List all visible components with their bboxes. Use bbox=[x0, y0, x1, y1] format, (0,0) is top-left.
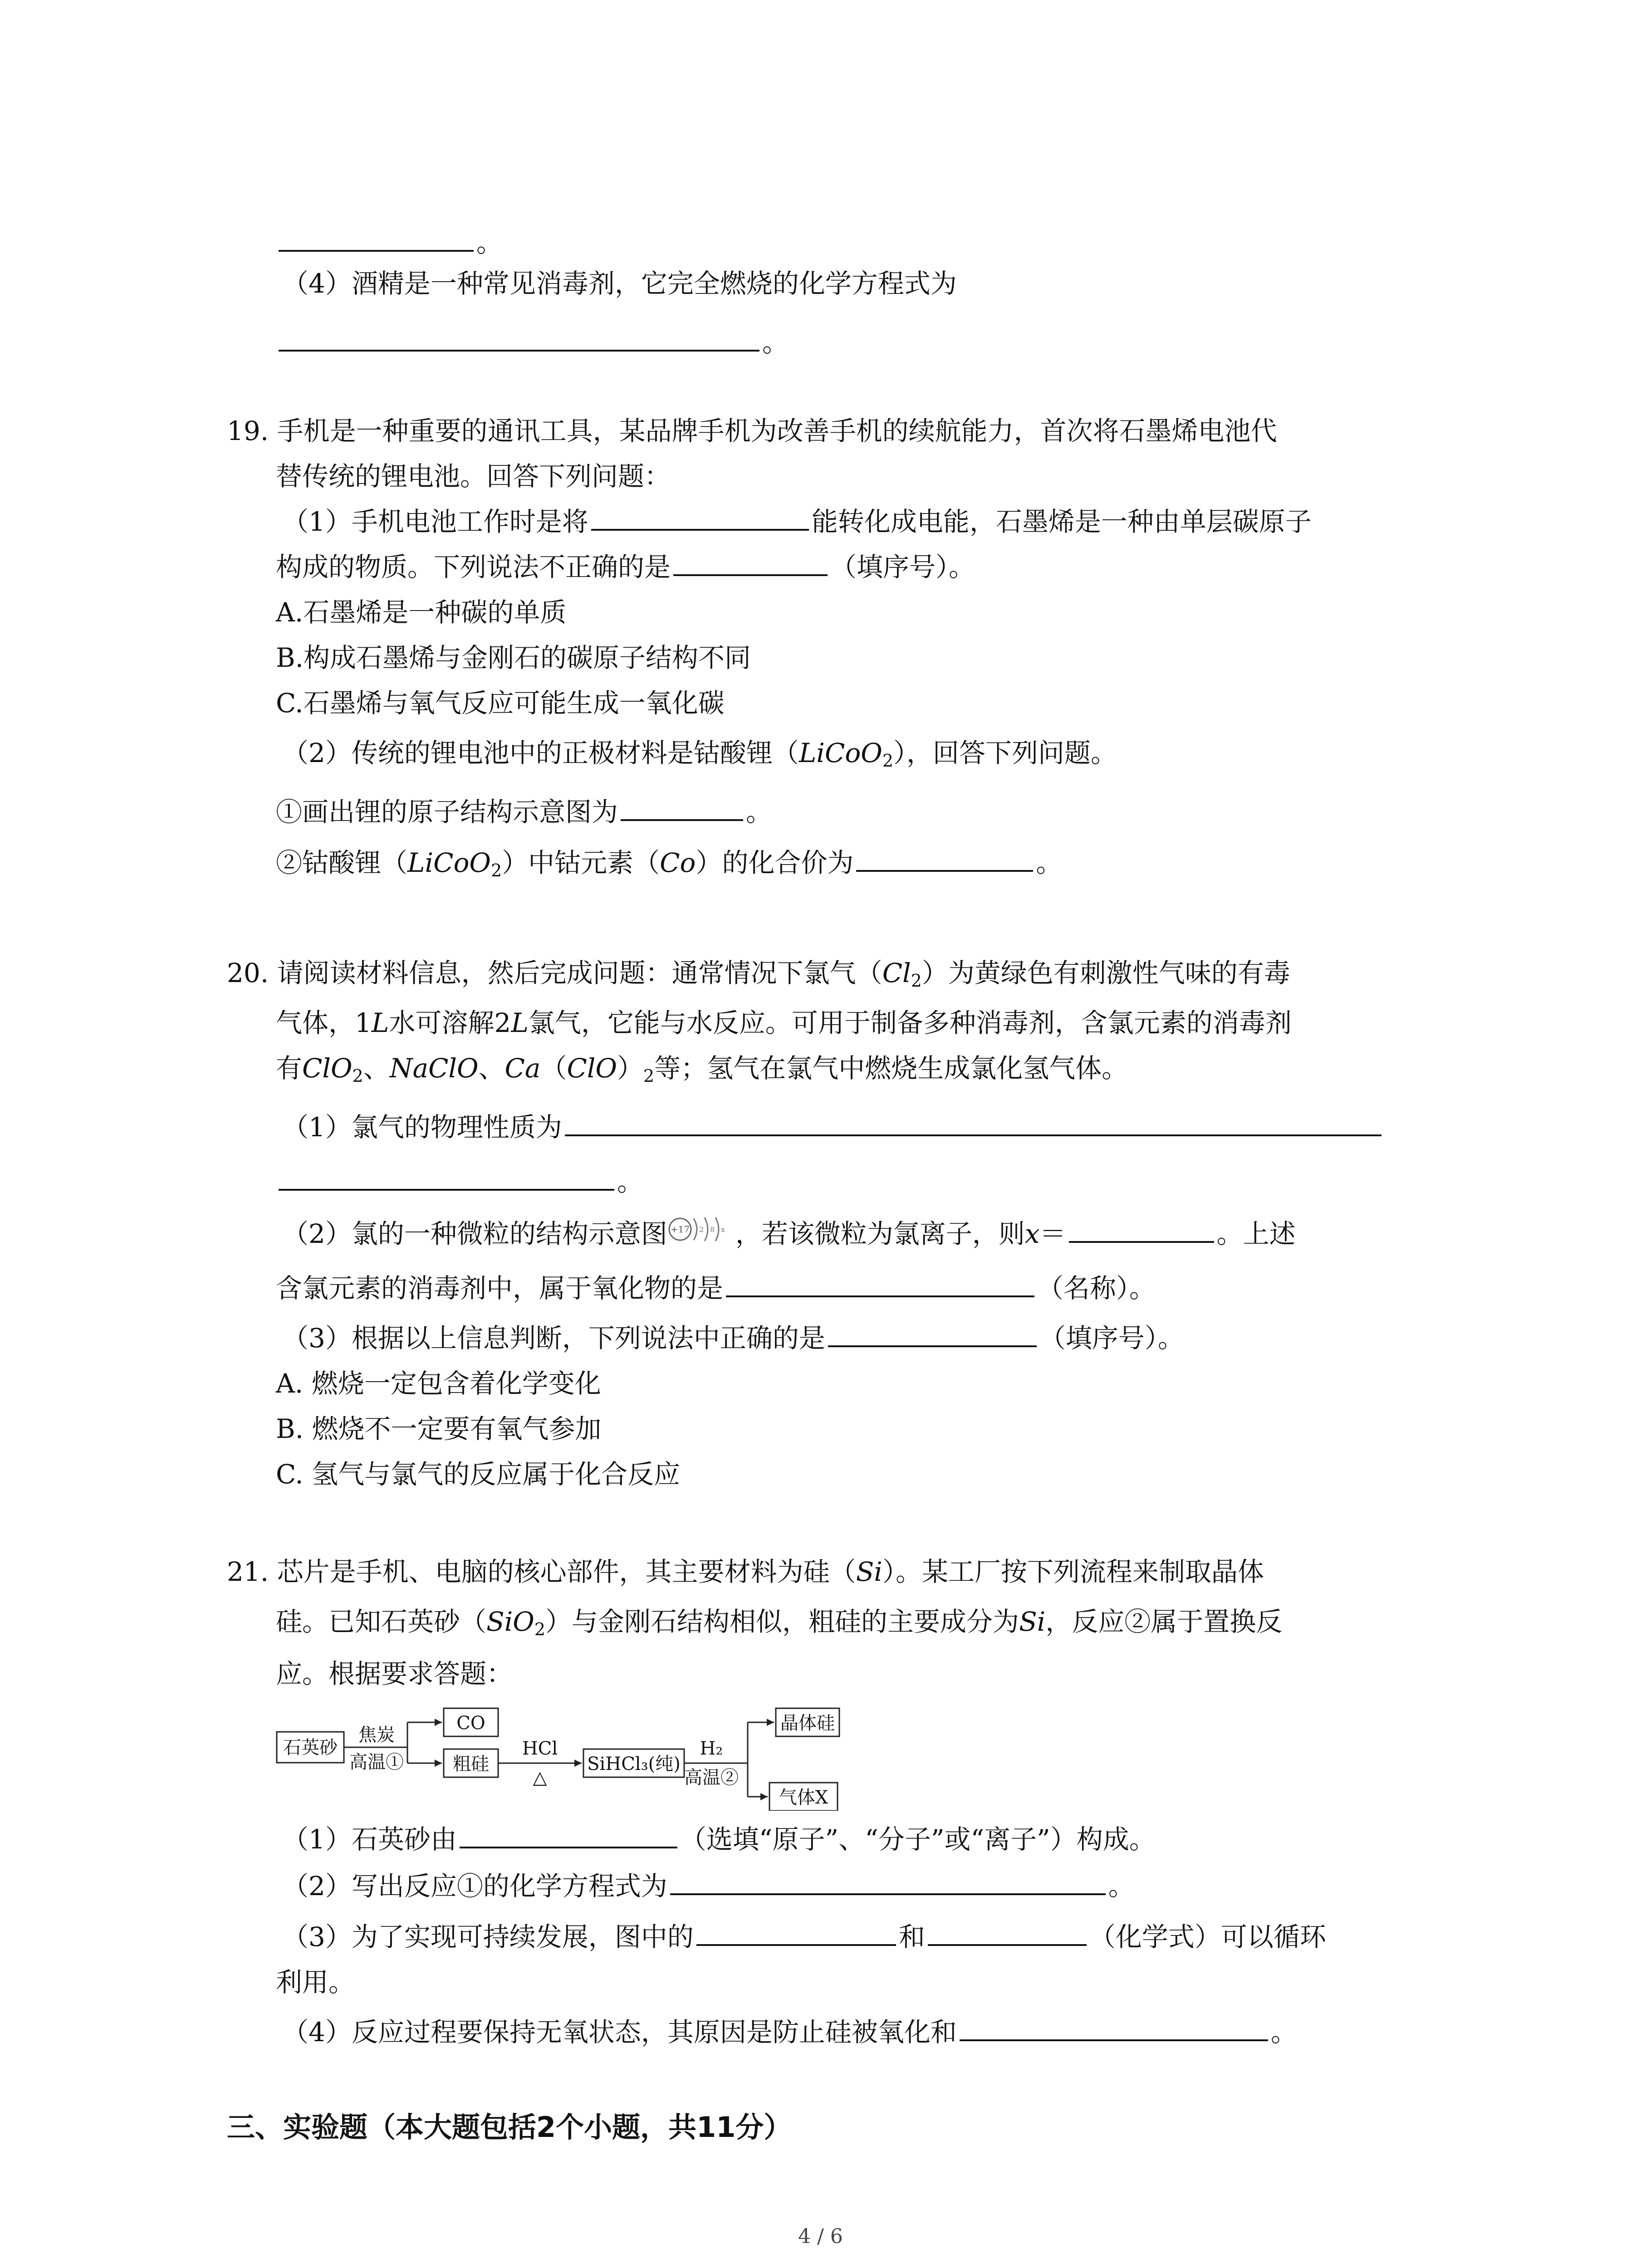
q18-part4-answer-line: 。 bbox=[276, 324, 789, 361]
flow-label-crude-si: 粗硅 bbox=[453, 1754, 489, 1774]
q21-part4: （4）反应过程要保持无氧状态，其原因是防止硅被氧化和 。 bbox=[282, 2014, 1297, 2050]
flow-label-gas-x: 气体X bbox=[779, 1787, 828, 1808]
answer-blank[interactable] bbox=[279, 324, 759, 352]
q19-part2: （2）传统的锂电池中的正极材料是钴酸锂（LiCoO$_2$），回答下列问题。 bbox=[282, 738, 1117, 771]
q21-stem-line1: 21. 芯片是手机、电脑的核心部件，其主要材料为硅（Si）。某工厂按下列流程来制取晶体 bbox=[227, 1556, 1264, 1587]
answer-blank[interactable] bbox=[565, 1109, 1381, 1136]
silicon-process-flowchart bbox=[276, 1706, 866, 1813]
flow-label-high-temp-1: 高温① bbox=[349, 1752, 404, 1773]
shell-label-3: x bbox=[720, 1225, 725, 1234]
answer-blank[interactable] bbox=[696, 1919, 896, 1946]
q20-stem-line2: 气体，1L水可溶解2L氯气，它能与水反应。可用于制备多种消毒剂，含氯元素的消毒剂 bbox=[276, 1007, 1292, 1038]
q21-stem-line3: 应。根据要求答题： bbox=[276, 1658, 513, 1689]
q19-option-b: B.构成石墨烯与金刚石的碳原子结构不同 bbox=[276, 642, 751, 673]
answer-blank[interactable] bbox=[673, 549, 828, 576]
q19-option-a: A.石墨烯是一种碳的单质 bbox=[276, 597, 567, 628]
answer-blank[interactable] bbox=[591, 503, 809, 531]
flow-label-hcl: HCl bbox=[522, 1738, 558, 1759]
q19-sub1: ①画出锂的原子结构示意图为 。 bbox=[276, 794, 772, 830]
q21-part3: （3）为了实现可持续发展，图中的 和 （化学式）可以循环 bbox=[282, 1919, 1326, 1955]
q20-stem-line1: 20. 请阅读材料信息，然后完成问题：通常情况下氯气$(Cl_2)$为黄绿色有刺激性气味的有毒 bbox=[227, 958, 1290, 991]
q20-option-b: B. 燃烧不一定要有氧气参加 bbox=[276, 1413, 602, 1444]
q19-stem-line2: 替传统的锂电池。回答下列问题： bbox=[276, 461, 671, 492]
answer-blank[interactable] bbox=[279, 225, 474, 252]
nucleus-label: +17 bbox=[670, 1224, 690, 1235]
flow-label-h2: H₂ bbox=[700, 1738, 723, 1759]
q19-sub2: ②钴酸锂（LiCoO$_2$）中钴元素（Co）的化合价为 。 bbox=[276, 845, 1062, 889]
answer-blank[interactable] bbox=[928, 1919, 1087, 1946]
answer-blank[interactable] bbox=[670, 1868, 1106, 1895]
flow-label-coke: 焦炭 bbox=[358, 1725, 395, 1745]
answer-blank[interactable] bbox=[1069, 1216, 1214, 1243]
page-number: 4 / 6 bbox=[798, 2225, 843, 2248]
q20-part2-line2: 含氯元素的消毒剂中，属于氧化物的是 （名称）。 bbox=[276, 1270, 1156, 1306]
flow-label-co: CO bbox=[456, 1713, 485, 1734]
section-heading-experiments: 三、实验题（本大题包括2个小题，共11分） bbox=[227, 2111, 792, 2144]
answer-blank[interactable] bbox=[279, 1163, 614, 1191]
chlorine-structure-diagram bbox=[667, 1211, 735, 1243]
q20-option-c: C. 氢气与氯气的反应属于化合反应 bbox=[276, 1459, 681, 1490]
answer-blank[interactable] bbox=[460, 1821, 677, 1848]
q19-part1-line1: （1）手机电池工作时是将 能转化成电能，石墨烯是一种由单层碳原子 bbox=[282, 503, 1312, 540]
flow-label-quartz: 石英砂 bbox=[283, 1737, 338, 1758]
q21-part3-cont: 利用。 bbox=[276, 1967, 355, 1998]
answer-blank[interactable] bbox=[856, 845, 1033, 872]
shell-label-1: 2 bbox=[699, 1225, 704, 1234]
flow-label-sihcl3: SiHCl₃(纯) bbox=[587, 1754, 681, 1774]
q20-part3: （3）根据以上信息判断，下列说法中正确的是 （填序号）。 bbox=[282, 1320, 1184, 1356]
q20-part2-line1: （2）氯的一种微粒的结构示意图 +17 2 8 x ，若该微粒为氯离子，则x＝ 。上述 bbox=[282, 1211, 1296, 1252]
q19-part1-line2: 构成的物质。下列说法不正确的是 （填序号）。 bbox=[276, 549, 975, 585]
q21-part1: （1）石英砂由 （选填“原子”、“分子”或“离子”）构成。 bbox=[282, 1821, 1156, 1857]
q18-answer-line: 。 bbox=[276, 225, 503, 261]
q20-option-a: A. 燃烧一定包含着化学变化 bbox=[276, 1368, 601, 1399]
q20-part1-cont: 。 bbox=[276, 1163, 643, 1200]
shell-label-2: 8 bbox=[710, 1225, 715, 1234]
q18-part4: （4）酒精是一种常见消毒剂，它完全燃烧的化学方程式为 bbox=[282, 268, 957, 299]
flow-label-heat: △ bbox=[533, 1767, 547, 1788]
answer-blank[interactable] bbox=[726, 1270, 1034, 1297]
q21-part2: （2）写出反应①的化学方程式为 。 bbox=[282, 1868, 1135, 1904]
flow-label-high-temp-2: 高温② bbox=[684, 1767, 739, 1788]
q21-stem-line2: 硅。已知石英砂（SiO$_2$）与金刚石结构相似，粗硅的主要成分为Si，反应②属于置换反 bbox=[276, 1606, 1283, 1639]
answer-blank[interactable] bbox=[960, 2014, 1268, 2041]
q20-part1: （1）氯气的物理性质为 bbox=[282, 1109, 1384, 1145]
answer-blank[interactable] bbox=[828, 1320, 1037, 1347]
q20-stem-line3: 有ClO$_2$、NaClO、$Ca(ClO)_2$等；氢气在氯气中燃烧生成氯化氢气体。 bbox=[276, 1053, 1128, 1086]
q19-stem-line1: 19. 手机是一种重要的通讯工具，某品牌手机为改善手机的续航能力，首次将石墨烯电池代 bbox=[227, 415, 1277, 446]
flow-label-crystal-si: 晶体硅 bbox=[780, 1713, 835, 1734]
q19-option-c: C.石墨烯与氧气反应可能生成一氧化碳 bbox=[276, 688, 725, 719]
answer-blank[interactable] bbox=[621, 794, 743, 821]
